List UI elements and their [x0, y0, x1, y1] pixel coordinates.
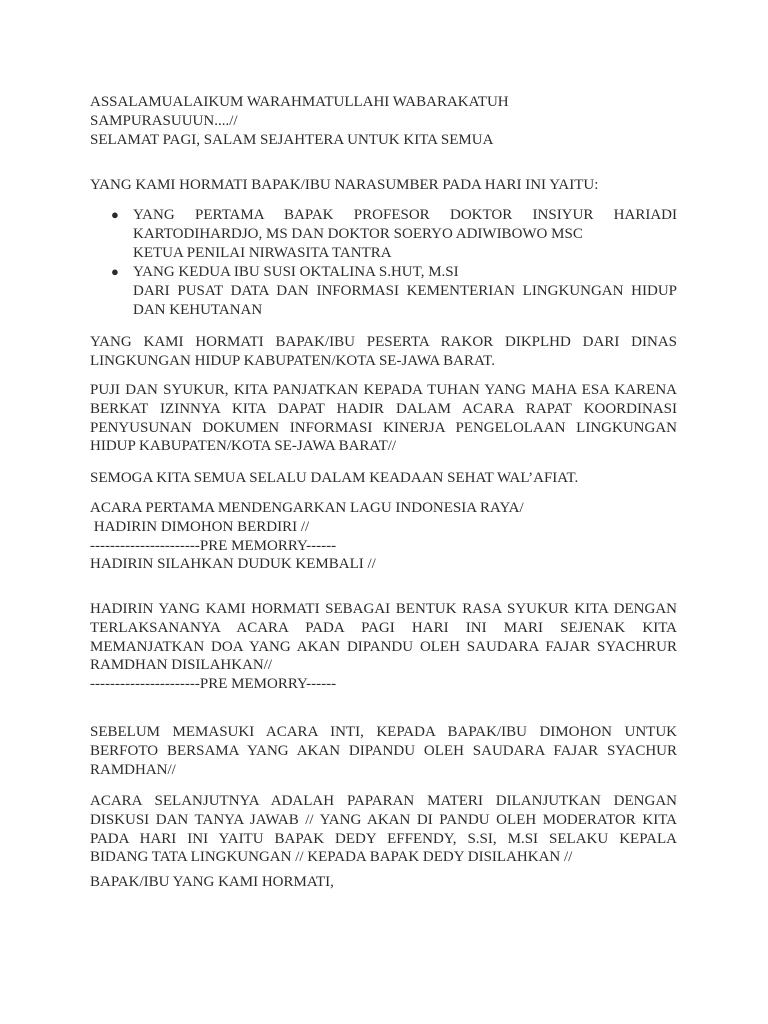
paragraph	[90, 499, 677, 574]
paragraph-line: ----------------------PRE MEMORRY------	[90, 537, 337, 554]
paragraph-line: TERLAKSANANYA ACARA PADA PAGI HARI INI MARI SEJENAK KITA	[90, 619, 677, 636]
paragraph-line: ACARA SELANJUTNYA ADALAH PAPARAN MATERI DILANJUTKAN DENGAN	[90, 793, 677, 809]
greeting	[90, 93, 677, 149]
paragraph-line: PUJI DAN SYUKUR, KITA PANJATKAN KEPADA TUHAN YANG MAHA ESA KARENA	[90, 382, 677, 398]
paragraph-line: HADIRIN DIMOHON BERDIRI //	[90, 518, 310, 535]
speaker-line: KETUA PENILAI NIRWASITA TANTRA	[133, 244, 392, 261]
paragraph-line: ----------------------PRE MEMORRY------	[90, 676, 337, 693]
paragraph-line: BIDANG TATA LINGKUNGAN // KEPADA BAPAK DEDY DISILAHKAN //	[90, 849, 573, 866]
speakers-intro-text: YANG KAMI HORMATI BAPAK/IBU NARASUMBER PADA HARI INI YAITU:	[90, 177, 599, 193]
paragraph-line: BAPAK/IBU YANG KAMI HORMATI,	[90, 874, 334, 890]
paragraph	[90, 600, 677, 694]
bullet-icon: ●	[111, 264, 119, 279]
paragraph-line: RAMDHAN//	[90, 761, 176, 778]
paragraph-line: BERKAT IZINNYA KITA DAPAT HADIR DALAM ACARA RAPAT KOORDINASI	[90, 400, 677, 417]
speaker-line: YANG KEDUA IBU SUSI OKTALINA S.HUT, M.SI	[133, 264, 459, 280]
paragraph-line: HIDUP KABUPATEN/KOTA SE-JAWA BARAT//	[90, 438, 397, 455]
paragraph-line: MEMANJATKAN DOA YANG AKAN DIPANDU OLEH SAUDARA FAJAR SYACHRUR	[90, 638, 677, 655]
paragraph-line: DISKUSI DAN TANYA JAWAB // YANG AKAN DI PANDU OLEH MODERATOR KITA	[90, 811, 677, 828]
paragraph	[90, 469, 677, 488]
paragraph-line: LINGKUNGAN HIDUP KABUPATEN/KOTA SE-JAWA BARAT.	[90, 352, 495, 369]
paragraph-line: RAMDHAN DISILAHKAN//	[90, 657, 273, 674]
greeting-line: ASSALAMUALAIKUM WARAHMATULLAHI WABARAKATUH	[90, 94, 509, 110]
speakers-intro	[90, 176, 677, 195]
bullet-icon: ●	[111, 207, 119, 222]
paragraph-line: BERFOTO BERSAMA YANG AKAN DIPANDU OLEH SAUDARA FAJAR SYACHUR	[90, 742, 677, 759]
paragraph-line: SEBELUM MEMASUKI ACARA INTI, KEPADA BAPAK/IBU DIMOHON UNTUK	[90, 724, 677, 740]
paragraph	[90, 381, 677, 456]
paragraph	[90, 723, 677, 779]
paragraph-line: SEMOGA KITA SEMUA SELALU DALAM KEADAAN SEHAT WAL’AFIAT.	[90, 470, 579, 486]
speaker-item	[111, 206, 677, 262]
speaker-line: KARTODIHARDJO, MS DAN DOKTOR SOERYO ADIWIBOWO MSC	[133, 225, 583, 242]
paragraph-line: ACARA PERTAMA MENDENGARKAN LAGU INDONESIA RAYA/	[90, 500, 524, 516]
paragraph	[90, 792, 677, 867]
paragraph-line: HADIRIN SILAHKAN DUDUK KEMBALI //	[90, 556, 376, 573]
greeting-line: SAMPURASUUUN....//	[90, 112, 238, 129]
paragraph	[90, 873, 677, 892]
greeting-line: SELAMAT PAGI, SALAM SEJAHTERA UNTUK KITA SEMUA	[90, 131, 494, 148]
speaker-line: DARI PUSAT DATA DAN INFORMASI KEMENTERIAN LINGKUNGAN HIDUP	[133, 282, 677, 299]
speaker-item	[111, 263, 677, 319]
paragraph-line: PADA HARI INI YAITU BAPAK DEDY EFFENDY, S.SI, M.SI SELAKU KEPALA	[90, 830, 677, 847]
speaker-line: DAN KEHUTANAN	[133, 301, 263, 318]
paragraph-line: YANG KAMI HORMATI BAPAK/IBU PESERTA RAKOR DIKPLHD DARI DINAS	[90, 334, 677, 350]
paragraph-line: PENYUSUNAN DOKUMEN INFORMASI KINERJA PENGELOLAAN LINGKUNGAN	[90, 419, 677, 436]
paragraph-line: HADIRIN YANG KAMI HORMATI SEBAGAI BENTUK RASA SYUKUR KITA DENGAN	[90, 601, 677, 617]
paragraph	[90, 333, 677, 371]
speaker-line: YANG PERTAMA BAPAK PROFESOR DOKTOR INSIYUR HARIADI	[133, 207, 677, 223]
